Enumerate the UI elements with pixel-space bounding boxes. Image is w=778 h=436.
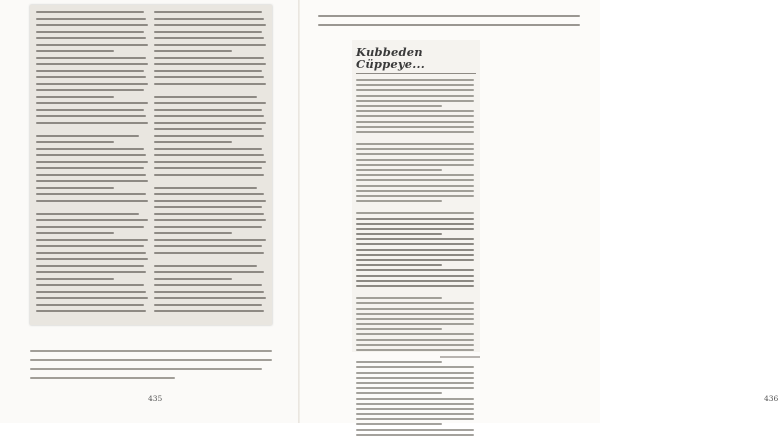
article-body bbox=[356, 79, 476, 436]
headline-rule bbox=[356, 73, 476, 74]
text-line-placeholder bbox=[36, 96, 114, 98]
article-text-line bbox=[356, 190, 474, 192]
article-text-line bbox=[356, 105, 442, 107]
article-text-line bbox=[356, 249, 474, 251]
article-text-line bbox=[356, 115, 474, 117]
article-text-line bbox=[356, 212, 474, 214]
text-line-placeholder bbox=[154, 187, 257, 189]
text-line-placeholder bbox=[154, 284, 262, 286]
article-text-line bbox=[356, 264, 442, 266]
text-line-placeholder bbox=[36, 18, 146, 20]
text-line-placeholder bbox=[154, 115, 264, 117]
text-line-placeholder bbox=[36, 109, 144, 111]
text-line-placeholder bbox=[36, 31, 144, 33]
article-text-line bbox=[356, 174, 474, 176]
text-line-placeholder bbox=[154, 57, 264, 59]
text-line-placeholder bbox=[154, 37, 264, 39]
text-line-placeholder bbox=[154, 265, 257, 267]
article-text-line bbox=[356, 366, 474, 368]
text-line-placeholder bbox=[36, 200, 148, 202]
article-text-line bbox=[356, 254, 474, 256]
text-line-placeholder bbox=[36, 265, 144, 267]
text-line-placeholder bbox=[36, 11, 144, 13]
text-line-placeholder bbox=[154, 252, 264, 254]
article-text-line bbox=[356, 333, 474, 335]
text-line-placeholder bbox=[36, 24, 148, 26]
text-line-placeholder bbox=[36, 76, 146, 78]
caption-line bbox=[30, 359, 272, 361]
article-text-line bbox=[356, 228, 474, 230]
newspaper-clipping-image bbox=[30, 5, 272, 325]
article-text-line bbox=[356, 169, 442, 171]
caption-line bbox=[30, 377, 175, 379]
article-text-line bbox=[356, 200, 442, 202]
article-text-line bbox=[356, 302, 474, 304]
article-text-line bbox=[356, 79, 474, 81]
text-line-placeholder bbox=[154, 258, 266, 260]
text-line-placeholder bbox=[154, 304, 262, 306]
article-text-line bbox=[356, 238, 474, 240]
text-line-placeholder bbox=[36, 167, 144, 169]
article-text-line bbox=[356, 179, 474, 181]
text-line-placeholder bbox=[36, 122, 148, 124]
text-line-placeholder bbox=[36, 284, 144, 286]
headline-line-2: Cüppeye... bbox=[356, 57, 425, 71]
text-line-placeholder bbox=[154, 161, 266, 163]
article-text-line bbox=[356, 413, 474, 415]
article-text-line bbox=[356, 429, 474, 431]
article-text-line bbox=[356, 349, 474, 351]
article-text-line bbox=[356, 418, 474, 420]
article-text-line bbox=[356, 297, 442, 299]
text-line-placeholder bbox=[36, 115, 146, 117]
newspaper-article-image bbox=[352, 40, 480, 352]
text-line-placeholder bbox=[36, 187, 114, 189]
article-text-line bbox=[356, 328, 442, 330]
text-line-placeholder bbox=[154, 239, 266, 241]
text-line-placeholder bbox=[36, 245, 144, 247]
text-line-placeholder bbox=[154, 174, 264, 176]
text-line-placeholder bbox=[154, 219, 266, 221]
text-line-placeholder bbox=[36, 278, 114, 280]
article-text-line bbox=[356, 280, 474, 282]
text-line-placeholder bbox=[36, 154, 146, 156]
article-text-line bbox=[356, 100, 474, 102]
text-line-placeholder bbox=[154, 11, 262, 13]
article-text-line bbox=[356, 126, 474, 128]
text-line-placeholder bbox=[154, 297, 266, 299]
article-text-line bbox=[356, 275, 474, 277]
text-line-placeholder bbox=[154, 180, 266, 182]
article-text-line bbox=[356, 185, 474, 187]
article-text-line bbox=[356, 290, 474, 292]
text-line-placeholder bbox=[154, 89, 262, 91]
text-line-placeholder bbox=[36, 148, 144, 150]
text-line-placeholder bbox=[154, 148, 262, 150]
text-line-placeholder bbox=[154, 167, 262, 169]
article-text-line bbox=[356, 398, 474, 400]
article-text-line bbox=[356, 218, 474, 220]
text-line-placeholder bbox=[36, 180, 148, 182]
text-line-placeholder bbox=[36, 304, 144, 306]
text-line-placeholder bbox=[154, 271, 264, 273]
text-line-placeholder bbox=[154, 44, 266, 46]
text-line-placeholder bbox=[154, 24, 266, 26]
article-text-line bbox=[356, 195, 474, 197]
text-line-placeholder bbox=[36, 219, 148, 221]
text-line-placeholder bbox=[36, 193, 146, 195]
text-line-placeholder bbox=[36, 174, 146, 176]
article-text-line bbox=[356, 423, 442, 425]
article-text-line bbox=[356, 372, 474, 374]
article-text-line bbox=[356, 205, 474, 207]
text-line-placeholder bbox=[36, 70, 144, 72]
text-line-placeholder bbox=[154, 135, 264, 137]
article-text-line bbox=[356, 164, 474, 166]
article-text-line bbox=[356, 148, 474, 150]
article-text-line bbox=[356, 233, 442, 235]
article-text-line bbox=[356, 361, 442, 363]
text-line-placeholder bbox=[154, 154, 264, 156]
caption bbox=[30, 345, 272, 379]
caption-line bbox=[30, 350, 272, 352]
text-line-placeholder bbox=[154, 141, 232, 143]
text-line-placeholder bbox=[154, 102, 266, 104]
text-line-placeholder bbox=[154, 128, 262, 130]
text-line-placeholder bbox=[154, 31, 262, 33]
article-text-line bbox=[356, 143, 474, 145]
text-line-placeholder bbox=[154, 245, 262, 247]
text-line-placeholder bbox=[154, 213, 264, 215]
text-line-placeholder bbox=[154, 291, 264, 293]
article-text-line bbox=[356, 403, 474, 405]
text-line-placeholder bbox=[36, 89, 144, 91]
article-credit bbox=[440, 356, 480, 358]
article-text-line bbox=[356, 259, 474, 261]
text-line-placeholder bbox=[154, 63, 266, 65]
text-line-placeholder bbox=[36, 297, 148, 299]
text-line-placeholder bbox=[154, 50, 232, 52]
article-text-line bbox=[356, 131, 474, 133]
intro-paragraph bbox=[318, 10, 580, 26]
text-line-placeholder bbox=[154, 206, 262, 208]
text-line-placeholder bbox=[154, 70, 262, 72]
article-text-line bbox=[356, 285, 474, 287]
article-text-line bbox=[356, 159, 474, 161]
article-text-line bbox=[356, 84, 474, 86]
article-text-line bbox=[356, 136, 442, 138]
text-line-placeholder bbox=[154, 96, 257, 98]
text-line-placeholder bbox=[154, 76, 264, 78]
article-text-line bbox=[356, 318, 474, 320]
text-line-placeholder bbox=[154, 122, 266, 124]
text-line-placeholder bbox=[154, 226, 262, 228]
text-line-placeholder bbox=[154, 278, 232, 280]
text-line-placeholder bbox=[36, 226, 144, 228]
text-line-placeholder bbox=[36, 232, 114, 234]
article-text-line bbox=[356, 408, 474, 410]
text-line-placeholder bbox=[36, 83, 148, 85]
text-line-placeholder bbox=[36, 258, 148, 260]
text-line-placeholder bbox=[154, 310, 264, 312]
text-line-placeholder bbox=[36, 135, 139, 137]
text-line-placeholder bbox=[154, 232, 232, 234]
left-page bbox=[0, 0, 300, 423]
text-line-placeholder bbox=[36, 239, 148, 241]
text-line-placeholder bbox=[154, 200, 266, 202]
text-line-placeholder bbox=[36, 213, 139, 215]
article-text-line bbox=[356, 223, 474, 225]
text-line-placeholder bbox=[36, 50, 114, 52]
article-text-line bbox=[356, 95, 474, 97]
page-number-right: 436 bbox=[764, 394, 778, 403]
article-headline bbox=[356, 46, 476, 70]
text-line-placeholder bbox=[36, 271, 146, 273]
article-text-line bbox=[356, 323, 474, 325]
article-text-line bbox=[356, 153, 474, 155]
text-line-placeholder bbox=[36, 310, 146, 312]
article-text-line bbox=[356, 344, 474, 346]
intro-line bbox=[318, 24, 580, 26]
text-line-placeholder bbox=[36, 141, 114, 143]
clipping-column-1 bbox=[36, 11, 148, 319]
text-line-placeholder bbox=[154, 83, 266, 85]
text-line-placeholder bbox=[36, 291, 146, 293]
article-text-line bbox=[356, 89, 474, 91]
text-line-placeholder bbox=[36, 252, 146, 254]
headline-line-1: Kubbeden bbox=[356, 45, 423, 59]
text-line-placeholder bbox=[36, 161, 148, 163]
text-line-placeholder bbox=[36, 102, 148, 104]
article-text-line bbox=[356, 121, 474, 123]
article-text-line bbox=[356, 382, 474, 384]
clipping-column-2 bbox=[154, 11, 266, 319]
caption-line bbox=[30, 368, 262, 370]
text-line-placeholder bbox=[154, 193, 264, 195]
article-text-line bbox=[356, 392, 442, 394]
text-line-placeholder bbox=[36, 206, 144, 208]
article-text-line bbox=[356, 110, 474, 112]
text-line-placeholder bbox=[36, 37, 146, 39]
page-number-left: 435 bbox=[148, 394, 163, 403]
text-line-placeholder bbox=[36, 63, 148, 65]
article-text-line bbox=[356, 339, 474, 341]
article-text-line bbox=[356, 313, 474, 315]
text-line-placeholder bbox=[154, 18, 264, 20]
text-line-placeholder bbox=[36, 57, 146, 59]
intro-line bbox=[318, 15, 580, 17]
text-line-placeholder bbox=[36, 44, 148, 46]
text-line-placeholder bbox=[36, 128, 144, 130]
article-text-line bbox=[356, 308, 474, 310]
article-text-line bbox=[356, 387, 474, 389]
article-text-line bbox=[356, 243, 474, 245]
article-text-line bbox=[356, 269, 474, 271]
text-line-placeholder bbox=[154, 109, 262, 111]
article-text-line bbox=[356, 377, 474, 379]
